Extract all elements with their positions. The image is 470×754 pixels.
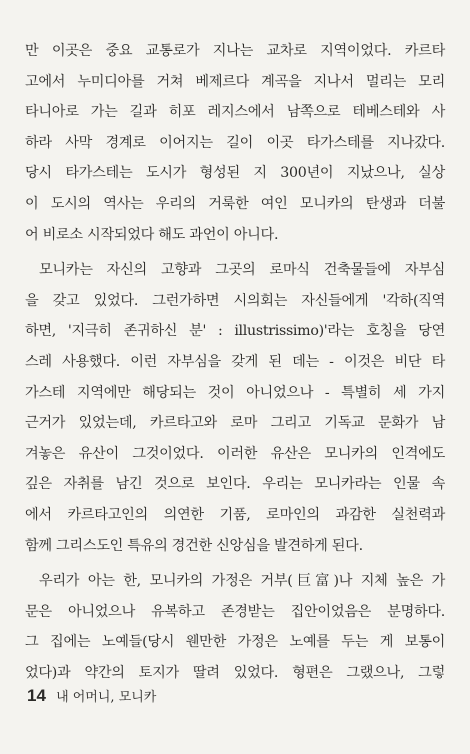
text-line: 우리가 아는 한, 모니카의 가정은 거부(巨富)나 지체 높은 가 [39, 573, 445, 590]
body-text [25, 36, 445, 688]
paragraph [25, 566, 445, 688]
text-line: 고에서 누미디아를 거쳐 베제르다 계곡을 지나서 멀리는 모리 [25, 73, 445, 90]
text-line: 스레 사용했다. 이런 자부심을 갖게 된 데는 - 이것은 비단 타 [25, 353, 445, 370]
text-line: 만 이곳은 중요 교통로가 지나는 교차로 지역이었다. 카르타 [25, 43, 445, 59]
paragraph [25, 36, 445, 250]
text-line: 가스테 지역에만 해당되는 것이 아니었으나 - 특별히 세 가지 [25, 384, 445, 401]
page-number: 14 [27, 686, 46, 705]
text-line: 당시 타가스테는 도시가 형성된 지 300년이 지났으나, 실상 [25, 165, 445, 182]
text-line: 문은 아니었으나 유복하고 존경받는 집안이었음은 분명하다. [25, 603, 445, 620]
text-line: 겨놓은 유산이 그것이었다. 이러한 유산은 모니카의 인격에도 [25, 445, 445, 462]
text-line: 함께 그리스도인 특유의 경건한 신앙심을 발견하게 된다. [25, 537, 363, 554]
text-line: 타니아로 가는 길과 히포 레지스에서 남쪽으로 테베스테와 사 [25, 104, 445, 121]
text-line: 하라 사막 경계로 이어지는 길이 이곳 타가스테를 지나갔다. [25, 134, 445, 151]
paragraph [25, 255, 445, 561]
text-line: 어 비로소 시작되었다 해도 과언이 아니다. [25, 226, 279, 243]
text-line: 을 갖고 있었다. 그런가하면 시의회는 자신들에게 '각하(직역 [25, 292, 445, 309]
text-line: 근거가 있었는데, 카르타고와 로마 그리고 기독교 문화가 남 [25, 415, 445, 432]
text-line: 그 집에는 노예들(당시 웬만한 가정은 노예를 두는 게 보통이 [25, 634, 445, 651]
text-line: 모니카는 자신의 고향과 그곳의 로마식 건축물들에 자부심 [39, 262, 445, 279]
page-footer [27, 686, 156, 706]
text-line: 이 도시의 역사는 우리의 거룩한 여인 모니카의 탄생과 더불 [25, 195, 445, 212]
text-line: 었다)과 약간의 토지가 딸려 있었다. 형편은 그랬으나, 그렇 [25, 664, 445, 681]
running-title: 내 어머니, 모니카 [56, 690, 157, 705]
text-line: 깊은 자취를 남긴 것으로 보인다. 우리는 모니카라는 인물 속 [25, 476, 445, 493]
text-line: 에서 카르타고인의 의연한 기품, 로마인의 과감한 실천력과 [25, 506, 445, 523]
text-line: 하면, '지극히 존귀하신 분' : illustrissimo)'라는 호칭을 당연 [25, 323, 445, 340]
